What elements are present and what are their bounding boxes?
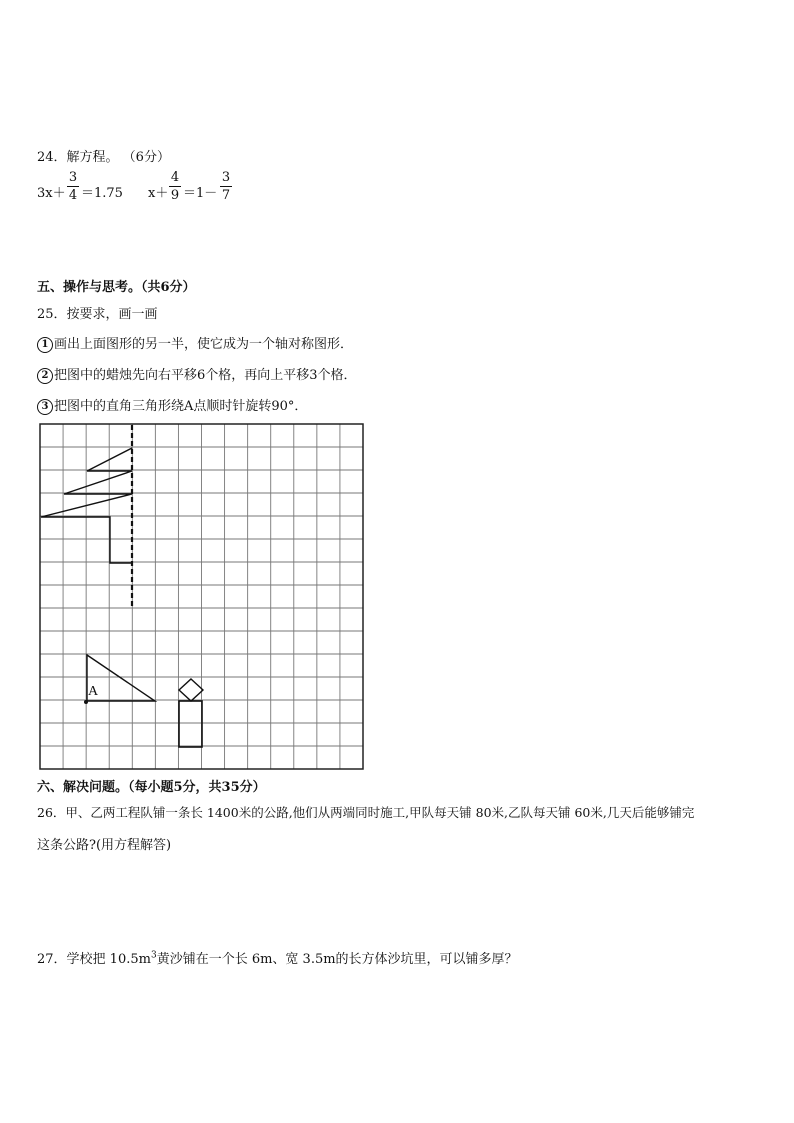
candle-flame: [179, 679, 203, 701]
eq1-fraction-numerator: 3: [68, 170, 78, 185]
q27-text-after: 黄沙铺在一个长 6m、宽 3.5m的长方体沙坑里，可以铺多厚？: [156, 952, 518, 967]
q26-line-2: 这条公路?(用方程解答): [37, 838, 172, 853]
fraction-bar: [169, 186, 181, 187]
grid-figure: [39, 423, 365, 771]
q25-task-1: [37, 333, 353, 353]
q25-task-1-text: 画出上面图形的另一半，使它成为一个轴对称图形．: [54, 337, 354, 352]
eq2-prefix: x＋: [148, 186, 169, 201]
eq2-fraction-2-denominator: 7: [221, 188, 231, 203]
point-a: [84, 700, 88, 704]
eq2-fraction-1-numerator: 4: [170, 170, 180, 185]
fraction-bar: [220, 186, 232, 187]
section-6-heading: 六、解决问题。（每小题5分，共35分）: [37, 780, 266, 795]
candle-body: [179, 701, 202, 747]
eq2-fraction-2-numerator: 3: [221, 170, 231, 185]
q25-task-2: [37, 364, 357, 384]
eq1-fraction: [67, 170, 79, 203]
q27-text: [37, 948, 518, 967]
q25-title: 25．按要求，画一画: [37, 307, 158, 322]
eq2-fraction-1-denominator: 9: [170, 188, 180, 203]
q24-title: 24．解方程。 （6分）: [37, 150, 170, 165]
eq1-fraction-denominator: 4: [68, 188, 78, 203]
eq2-fraction-2: [220, 170, 232, 203]
q27-superscript: 3: [150, 950, 157, 961]
eq1-suffix: ＝1.75: [81, 186, 123, 201]
q27-text-before: 27．学校把 10.5m: [37, 952, 151, 967]
eq2-mid: ＝1－: [183, 186, 218, 201]
point-a-label: A: [88, 684, 99, 699]
q25-task-2-text: 把图中的蜡烛先向右平移6个格，再向上平移3个格．: [54, 368, 357, 383]
circled-number-1: 1: [37, 337, 53, 353]
q25-task-3-text: 把图中的直角三角形绕A点顺时针旋转90°．: [54, 399, 308, 414]
circled-number-3: 3: [37, 399, 53, 415]
q25-task-3: [37, 395, 307, 415]
circled-number-2: 2: [37, 368, 53, 384]
eq1-prefix: 3x＋: [37, 186, 66, 201]
q26-line-1: 26．甲、乙两工程队铺一条长 1400米的公路,他们从两端同时施工,甲队每天铺 80米,乙队每天铺 60米,几天后能够铺完: [37, 805, 695, 820]
fraction-bar: [67, 186, 79, 187]
eq2-fraction-1: [169, 170, 181, 203]
section-5-heading: 五、操作与思考。（共6分）: [37, 280, 196, 295]
